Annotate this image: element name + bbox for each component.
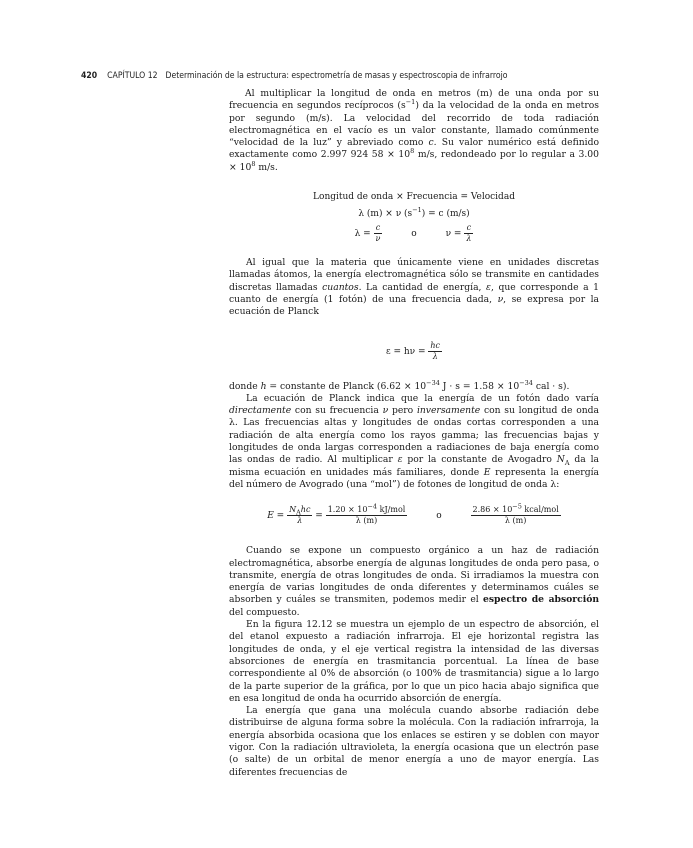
paragraph-figure-description: En la figura 12.12 se muestra un ejemplo de un espectro de absorción, el del etanol expuesto a radiación infrarroja. El eje horizontal registra las longitudes de onda, y el eje vertical registra la intensidad de las diversas absorciones de energía en trasmitancia porcentual. La línea de base correspondiente al 0% de absorción (o 100% de trasmitancia) sigue a lo largo de la parte superior de la gráfica, por lo que un pico hacia abajo significa que en esa longitud de onda ha ocurrido absorción de energía. xyxy=(229,619,599,704)
equation-velocity-words: Longitud de onda × Frecuencia = Velocidad xyxy=(313,192,515,203)
equation-lambda-nu: λ = $\frac{c}{\nu}$ o ν = $\frac{c}{\lambda}$ xyxy=(354,223,472,244)
paragraph-planck-explanation: La ecuación de Planck indica que la energía de un fotón dado varía directamente con su frecuencia ν pero inversamente con su longitud de onda λ. Las frecuencias altas y longitudes de ondas cortas corresponden a una radiación de alta energía como los rayos gamma; las frecuencias bajas y longitudes de onda largas corresponden a radiaciones de baja energía como las ondas de radio. Al multiplicar ε por la constante de Avogadro $N_A$ da la misma ecuación en unidades más familiares, donde E representa la energía del número de Avogrado (una “mol”) de fotones de longitud de onda λ: xyxy=(229,392,600,490)
paragraph-absorption: Cuando se expone un compuesto orgánico a un haz de radiación electromagnética, absorbe energía de algunas longitudes de onda pero pasa, o transmite, energía de otras longitudes de onda. Si irradiamos la muestra con energía de varias longitudes de onda diferentes y determinamos cuáles se absorben y cuáles se transmiten, podemos medir el espectro de absorción del compuesto. xyxy=(229,545,600,618)
planck-constant-line: donde h = constante de Planck ($6.62 \times 10^{-34}$ $J \cdot s = 1.58 \times 10^{-34}$ cal · s). xyxy=(229,378,570,392)
equation-velocity-symbols: λ (m) × ν $(s^{-1}) = c$ (m/s) xyxy=(358,206,470,220)
equation-planck: ε = hν = $\frac{hc}{\lambda}$ xyxy=(385,340,441,361)
paragraph-energy-distribution: La energía que gana una molécula cuando absorbe radiación debe distribuirse de alguna forma sobre la molécula. Con la radiación infrarroja, la energía absorbida ocasiona que los enlaces se estiren y se doblen con mayor vigor. Con la radiación ultravioleta, la energía ocasiona que un electrón pase (o salte) de un orbital de menor energía a uno de mayor energía. Las diferentes frecuencias de xyxy=(229,705,599,778)
main-text xyxy=(229,88,599,779)
equation-velocity xyxy=(229,191,599,257)
chapter-label: CAPÍTULO 12 xyxy=(107,71,158,81)
running-header xyxy=(81,71,641,81)
chapter-title: Determinación de la estructura: espectrometría de masas y espectroscopia de infrarrojo xyxy=(165,71,508,81)
equation-avogadro: E = $\frac{N_Ahc}{\lambda}$ = $\frac{1.20 \times 10^{-4} kJ/mol}{\lambda (m)}$ o $\frac{2.86 \times 10^{-5} kcal/mol}{\lambda (m)}$ xyxy=(267,502,559,526)
paragraph-wavelength: Al multiplicar la longitud de onda en metros (m) de una onda por su frecuencia en segundos recíprocos $(s^{-1})$ da la velocidad de la onda en metros por segundo (m/s). La velocidad del recorrido de toda radiación electromagnética en el vacío es un valor constante, llamado comúnmente “velocidad de la luz” y abreviado como c. Su valor numérico está definido exactamente como 2.997 924 $58 \times 10^8$ m/s, redondeado por lo regular a $3.00 \times 10^8$ m/s. xyxy=(229,88,599,173)
paragraph-quanta: Al igual que la materia que únicamente viene en unidades discretas llamadas átomos, la energía electromagnética sólo se transmite en cantidades discretas llamadas cuantos. La cantidad de energía, ε, que corresponde a 1 cuanto de energía (1 fotón) de una frecuencia dada, ν, se expresa por la ecuación de Planck xyxy=(229,257,600,318)
page-number: 420 xyxy=(81,71,98,81)
